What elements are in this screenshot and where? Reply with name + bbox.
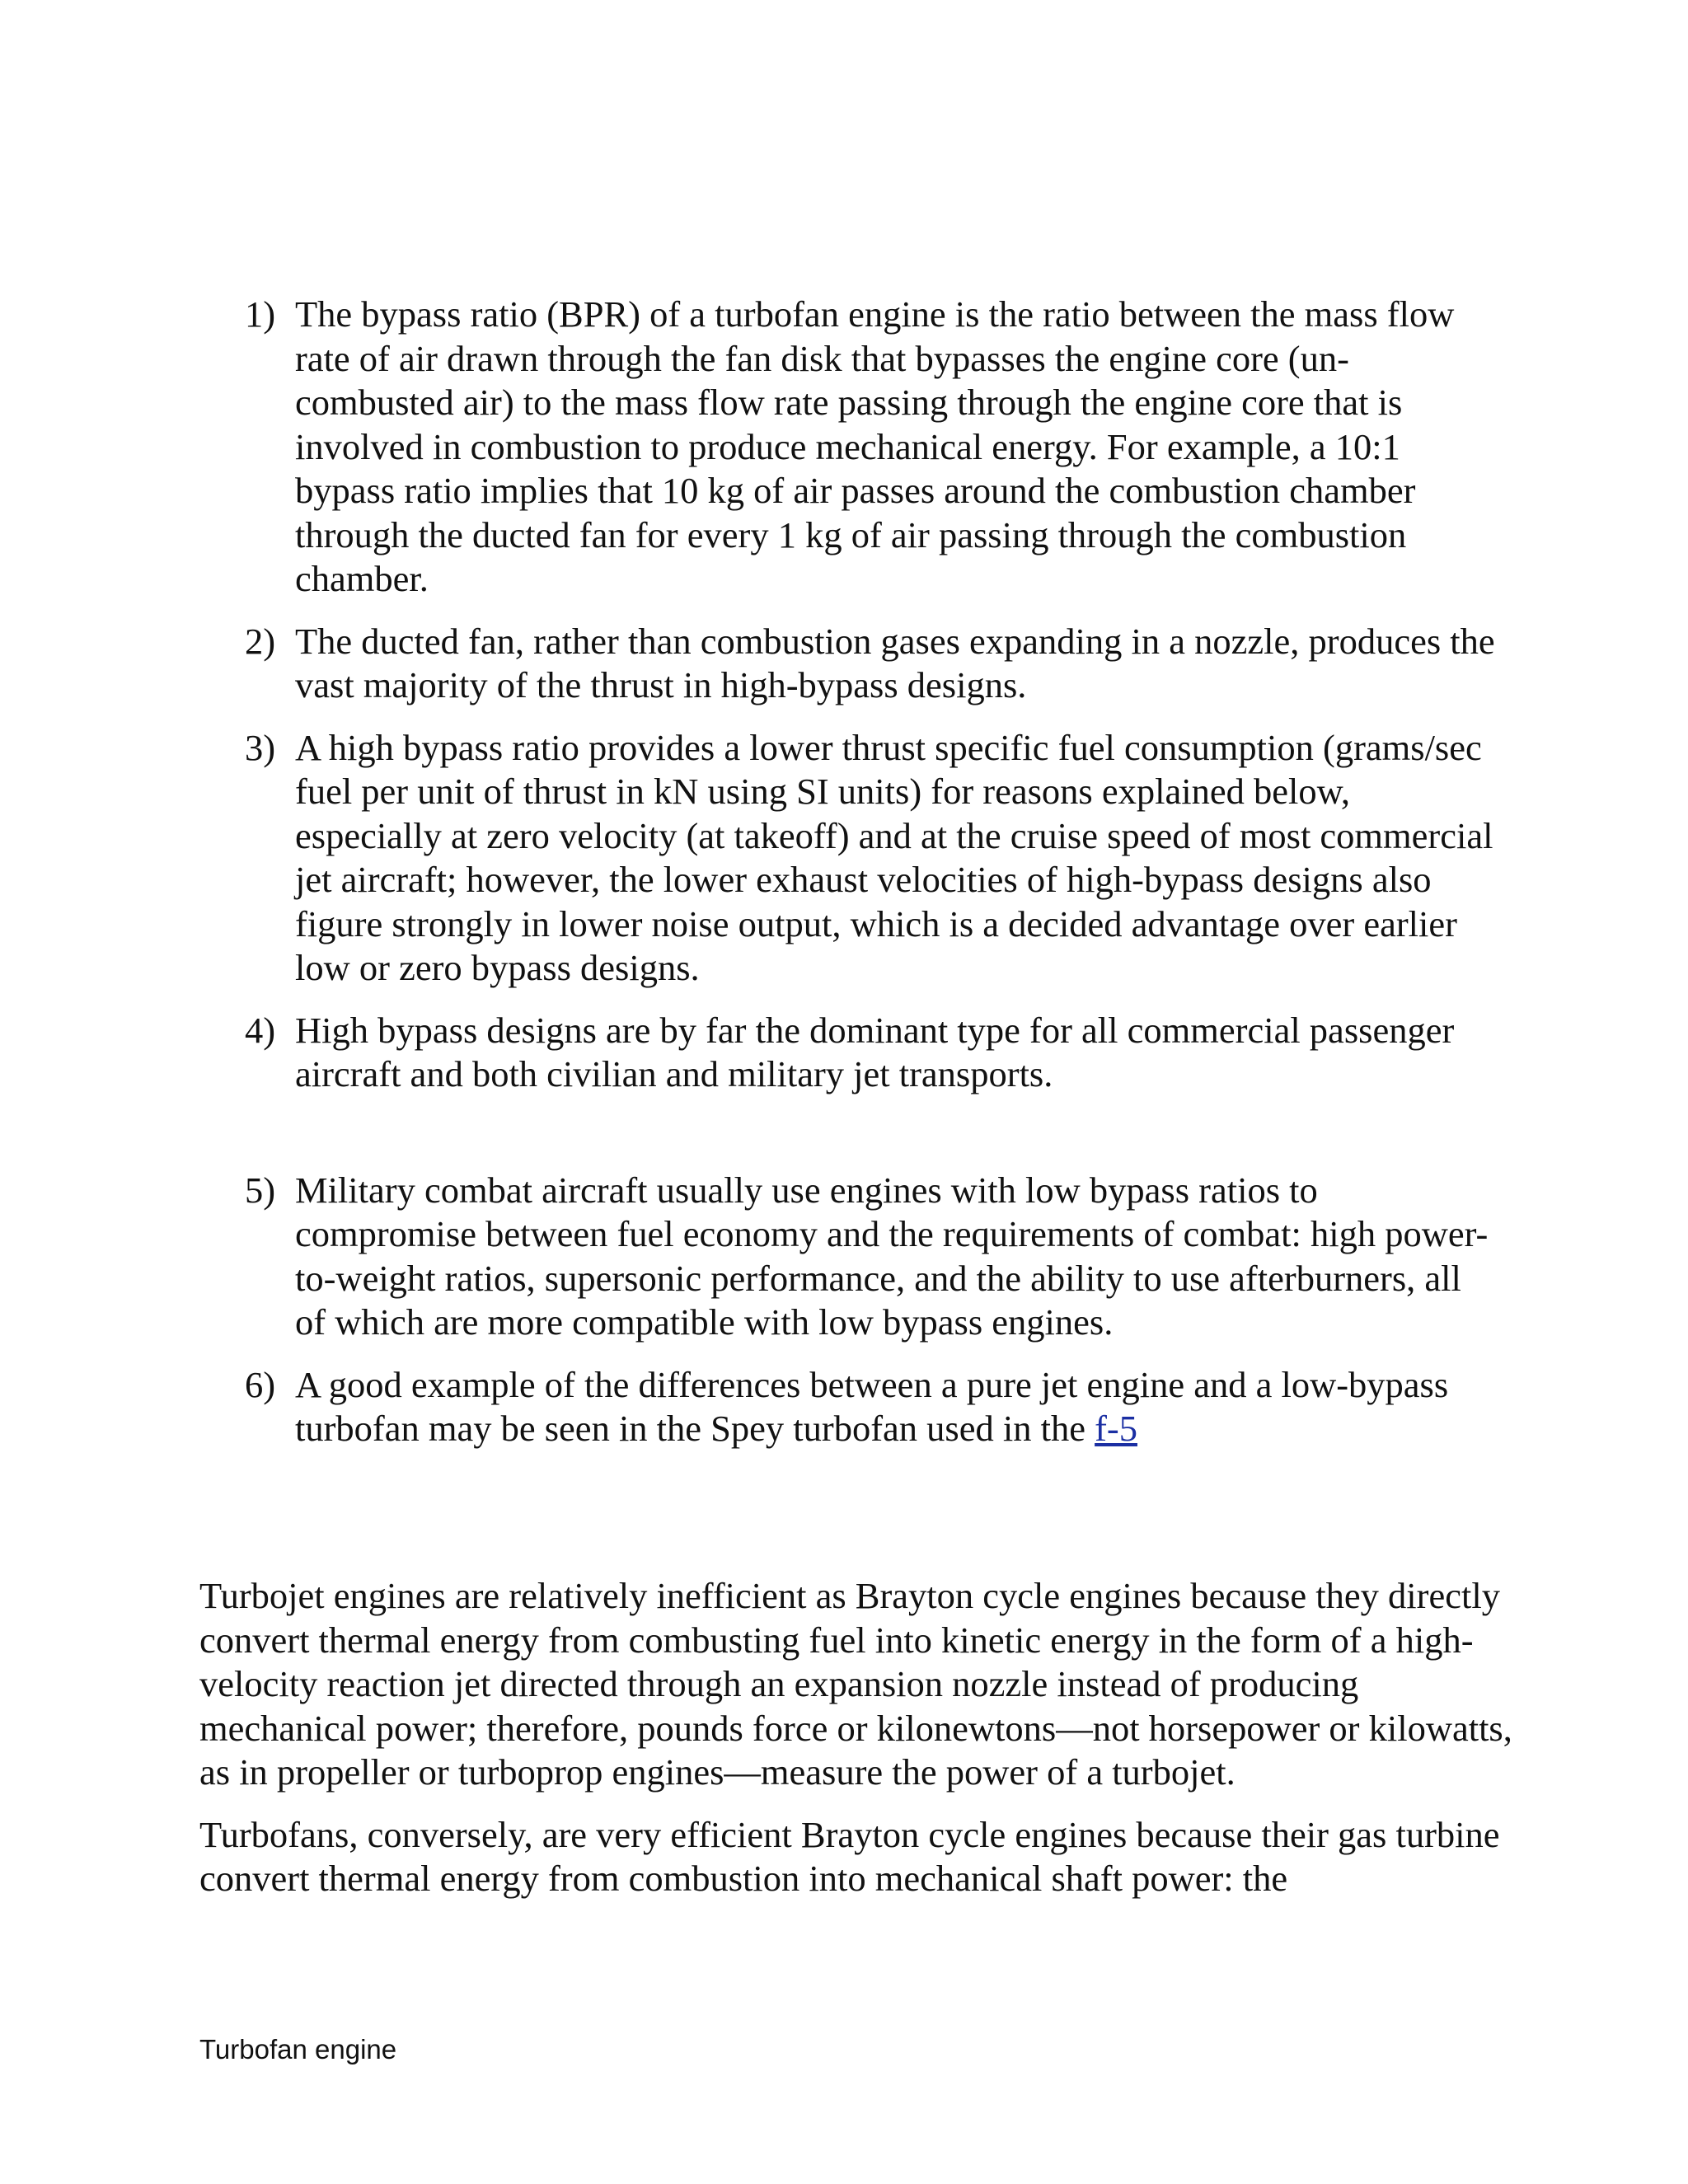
page-footer: Turbofan engine <box>199 2034 397 2064</box>
list-item-text: Military combat aircraft usually use engines with low bypass ratios to compromise between fuel economy and the requirements of combat: high power-to-weight ratios, supersonic performance, and the ability to use afterburners, all of which are more compatible with low bypass engines. <box>295 1169 1489 1343</box>
list-item <box>0 726 1498 991</box>
turbojet-paragraph: Turbojet engines are relatively inefficient as Brayton cycle engines because they directly convert thermal energy from combusting fuel into kinetic energy in the form of a high-velocity reaction jet directed through an expansion nozzle instead of producing mechanical power; therefore, pounds force or kilonewtons—not horsepower or kilowatts, as in propeller or turboprop engines—measure the power of a turbojet. <box>199 1575 1512 1793</box>
list-item-number: 5) <box>245 1169 276 1211</box>
list-item <box>0 1169 1498 1345</box>
list-item-text: The bypass ratio (BPR) of a turbofan engine is the ratio between the mass flow rate of air drawn through the fan disk that bypasses the engine core (un-combusted air) to the mass flow rate passing through the engine core that is involved in combustion to produce mechanical energy. For example, a 10:1 bypass ratio implies that 10 kg of air passes around the combustion chamber through the ducted fan for every 1 kg of air passing through the combustion chamber. <box>295 293 1455 599</box>
list-item-number: 1) <box>245 293 276 335</box>
list-item-text: A high bypass ratio provides a lower thrust specific fuel consumption (grams/sec fuel per unit of thrust in kN using SI units) for reasons explained below, especially at zero velocity (at takeoff) and at the cruise speed of most commercial jet aircraft; however, the lower exhaust velocities of high-bypass designs also figure strongly in lower noise output, which is a decided advantage over earlier low or zero bypass designs. <box>295 726 1493 988</box>
f5-link[interactable]: f-5 <box>1095 1408 1137 1449</box>
turbofan-paragraph: Turbofans, conversely, are very efficient Brayton cycle engines because their gas turbine convert thermal energy from combustion into mechanical shaft power: the <box>199 1813 1500 1899</box>
list-item <box>0 1363 1498 1451</box>
list-item <box>0 293 1498 602</box>
list-item-number: 6) <box>245 1363 276 1405</box>
list-item-number: 2) <box>245 620 276 662</box>
list-item-text: A good example of the differences between a pure jet engine and a low-bypass turbofan may be seen in the Spey turbofan used in the <box>295 1363 1449 1449</box>
list-item-text: The ducted fan, rather than combustion gases expanding in a nozzle, produces the vast majority of the thrust in high-bypass designs. <box>295 620 1495 705</box>
list-item-number: 3) <box>245 726 276 768</box>
numbered-list <box>0 293 1688 1451</box>
list-item <box>0 1009 1498 1097</box>
list-item <box>0 620 1498 708</box>
list-item-number: 4) <box>245 1009 276 1051</box>
list-item-text: High bypass designs are by far the dominant type for all commercial passenger aircraft and both civilian and military jet transports. <box>295 1009 1455 1094</box>
body-paragraphs <box>199 1574 1518 1901</box>
